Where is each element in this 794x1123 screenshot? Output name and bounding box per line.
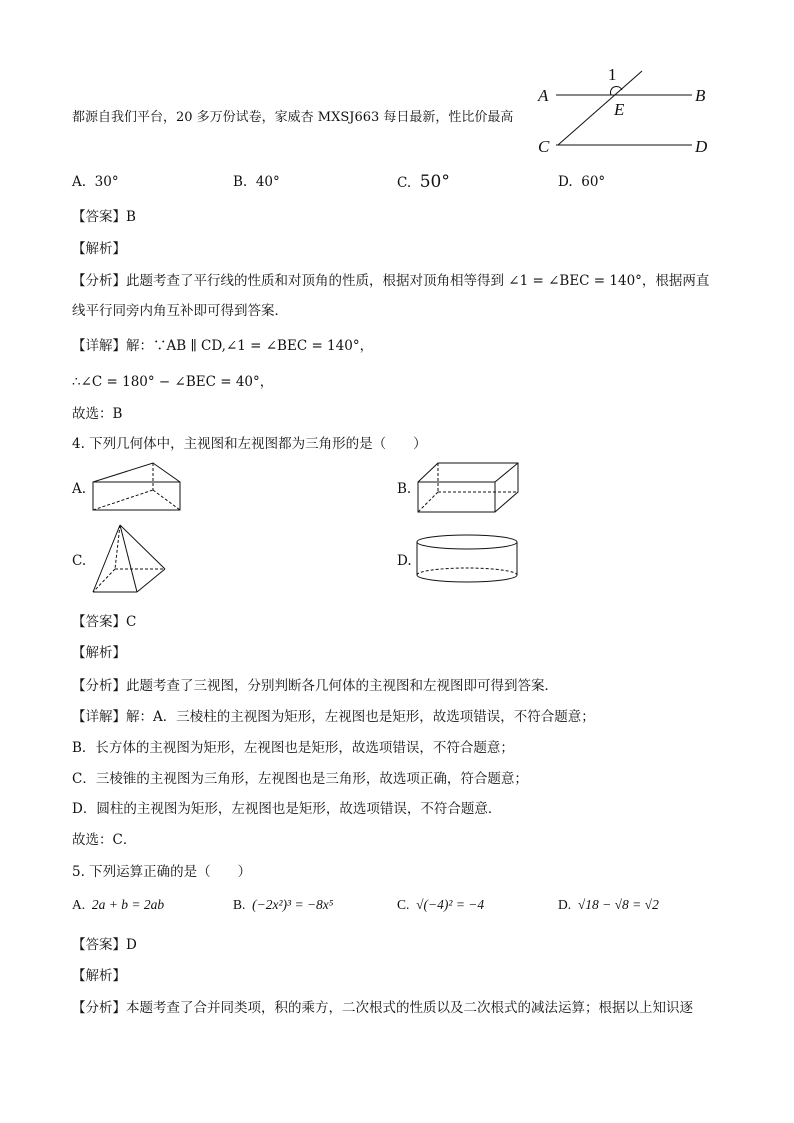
label-d: D	[695, 137, 708, 156]
header-ad-text: 都源自我们平台，20 多万份试卷，家威杏 MXSJ663 每日最新，性比价最高	[72, 110, 514, 125]
q3-detail-line-2: ∴∠C = 180° − ∠BEC = 40°，	[72, 374, 274, 390]
q5-title: 5. 下列运算正确的是（ ）	[72, 864, 252, 880]
q4-title: 4. 下列几何体中，主视图和左视图都为三角形的是（ ）	[72, 436, 427, 452]
q3-fenxi-line-1: 【分析】此题考查了平行线的性质和对顶角的性质，根据对顶角相等得到 ∠1 = ∠BEC = 140°，根据两直	[72, 273, 710, 289]
q3-fenxi-line-2: 线平行同旁内角互补即可得到答案．	[72, 303, 288, 319]
q3-analysis-label: 【解析】	[72, 241, 126, 257]
q3-option-b: B. 40°	[233, 174, 280, 190]
triangular-prism-figure	[90, 460, 185, 515]
label-e: E	[614, 100, 625, 119]
q3-detail-line-1: 【详解】解：∵AB ∥ CD,∠1 = ∠BEC = 140°，	[72, 338, 374, 354]
pyramid-figure	[90, 522, 170, 597]
q3-answer: 【答案】B	[72, 209, 136, 225]
label-c: C	[538, 137, 550, 156]
q4-label-c: C.	[72, 553, 87, 569]
q5-option-a: A. 2a + b = 2ab	[72, 897, 165, 912]
q4-detail-line-1: 【详解】解：A．三棱柱的主视图为矩形，左视图也是矩形，故选项错误，不符合题意；	[72, 709, 595, 725]
q4-detail-line-2: B．长方体的主视图为矩形，左视图也是矩形，故选项错误，不符合题意；	[72, 740, 514, 756]
q4-label-b: B.	[397, 481, 412, 497]
q5-option-d: D. √18 − √8 = √2	[558, 897, 659, 912]
q5-option-b: B. (−2x²)³ = −8x⁵	[233, 897, 334, 912]
q3-option-c: C. 50°	[397, 172, 450, 192]
q4-label-d: D.	[397, 553, 412, 569]
cylinder-figure	[414, 532, 520, 587]
q4-analysis-label: 【解析】	[72, 645, 126, 661]
label-1: 1	[608, 65, 617, 84]
cuboid-figure	[415, 460, 523, 515]
q4-detail-line-4: D．圆柱的主视图为矩形，左视图也是矩形，故选项错误，不符合题意．	[72, 801, 502, 817]
q4-detail-line-3: C．三棱锥的主视图为三角形，左视图也是三角形，故选项正确，符合题意；	[72, 771, 528, 787]
q4-answer: 【答案】C	[72, 614, 137, 630]
q5-answer: 【答案】D	[72, 937, 137, 953]
q4-label-a: A.	[72, 481, 87, 497]
parallel-lines-figure	[530, 62, 720, 162]
q4-fenxi: 【分析】此题考查了三视图，分别判断各几何体的主视图和左视图即可得到答案．	[72, 678, 558, 694]
q5-option-c: C. √(−4)² = −4	[397, 897, 485, 912]
q5-analysis-label: 【解析】	[72, 968, 126, 984]
label-b: B	[695, 86, 706, 105]
q5-fenxi: 【分析】本题考查了合并同类项，积的乘方，二次根式的性质以及二次根式的减法运算；根据以上知识逐	[72, 1000, 693, 1016]
q4-choose: 故选：C．	[72, 832, 137, 848]
q3-option-a: A. 30°	[72, 174, 119, 190]
q3-option-d: D. 60°	[558, 174, 606, 190]
q3-choose: 故选：B	[72, 406, 123, 422]
label-a: A	[538, 86, 549, 105]
transversal-line	[558, 71, 642, 145]
